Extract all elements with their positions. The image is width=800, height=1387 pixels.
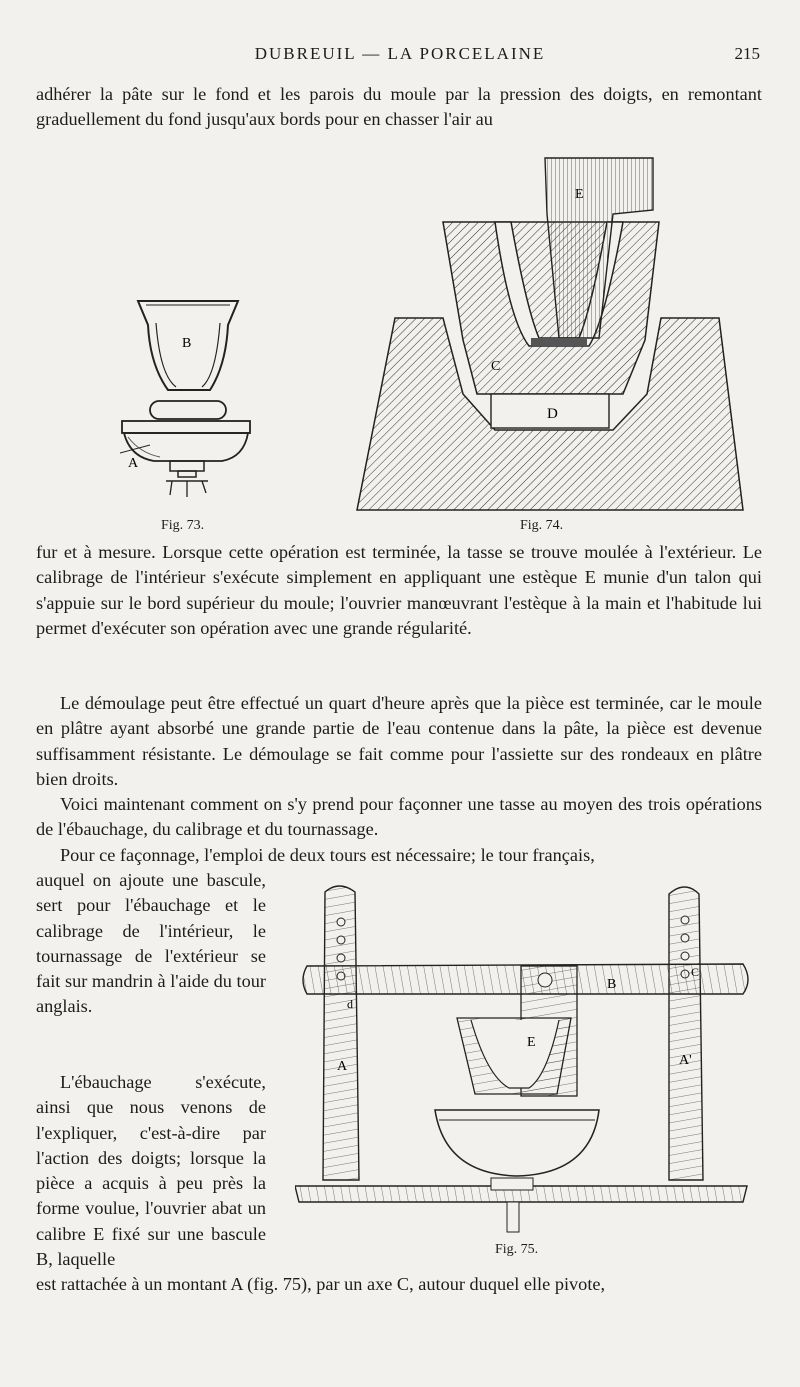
running-header (36, 40, 764, 68)
paragraph-3: Le démoulage peut être effectué un quart d'heure après que la pièce est terminée, car le moule en plâtre ayant absorbé une grande partie de l'eau contenue dans la pâte, la pièce est devenue suffisamment résistante. Le démoulage se fait comme pour l'assiette sur des rondeaux en plâtre bien droits. (36, 693, 762, 789)
paragraph-1: adhérer la pâte sur le fond et les parois du moule par la pression des doigts, en remontant graduellement du fond jusqu'aux bords pour en chasser l'air au (36, 84, 762, 130)
paragraph-narrow-1: auquel on ajoute une bascule, sert pour l'ébauchage et le calibrage de l'intérieur, le tournassage de l'extérieur se fait sur mandrin à l'aide du tour anglais. (36, 870, 266, 1017)
fig75-label-c: C (691, 965, 700, 979)
paragraph-5: Pour ce façonnage, l'emploi de deux tours est nécessaire; le tour français, (60, 845, 595, 865)
fig73-caption: Fig. 73. (161, 518, 205, 533)
fig73-drawing (110, 295, 260, 510)
fig74-label-e: E (575, 187, 584, 202)
fig75-label-a-prime: A' (679, 1053, 692, 1068)
fig75-caption: Fig. 75. (495, 1242, 539, 1257)
paragraph-2: fur et à mesure. Lorsque cette opération est terminée, la tasse se trouve moulée à l'extérieur. Le calibrage de l'intérieur s'exécute simplement en appliquant une estèque E munie d'un talon qui s'appuie sur le bord supérieur du moule; l'ouvrier manœuvrant l'estèque à la main et l'habitude lui permet d'exécuter son opération avec une grande régularité. (36, 542, 762, 638)
fig74-drawing (355, 150, 745, 515)
figure-75 (295, 880, 755, 1240)
fig75-label-a: A (337, 1059, 348, 1074)
fig75-label-d: d (347, 997, 353, 1011)
paragraph-narrow-2: L'ébauchage s'exécute, ainsi que nous venons de l'expliquer, c'est-à-dire par l'action des doigts; lorsque la pièce a acquis à peu près la forme voulue, l'ouvrier abat un calibre E fixé sur une bascule B, laquelle (36, 1072, 266, 1270)
fig74-caption: Fig. 74. (520, 518, 564, 533)
paragraph-4: Voici maintenant comment on s'y prend pour façonner une tasse au moyen des trois opérations de l'ébauchage, du calibrage et du tournassage. (36, 794, 762, 840)
fig73-label-b: B (182, 336, 192, 351)
page-number: 215 (734, 44, 760, 63)
paragraph-last-line: est rattachée à un montant A (fig. 75), par un axe C, autour duquel elle pivote, (36, 1274, 606, 1294)
fig75-label-b: B (607, 977, 617, 992)
figure-74 (355, 150, 745, 515)
fig74-label-d: D (547, 406, 558, 422)
figure-73 (110, 295, 260, 510)
running-title: DUBREUIL — LA PORCELAINE (254, 44, 546, 63)
fig75-drawing (295, 880, 755, 1240)
fig73-label-a: A (128, 456, 139, 471)
fig74-label-c: C (491, 359, 501, 374)
fig75-label-e: E (527, 1035, 536, 1050)
